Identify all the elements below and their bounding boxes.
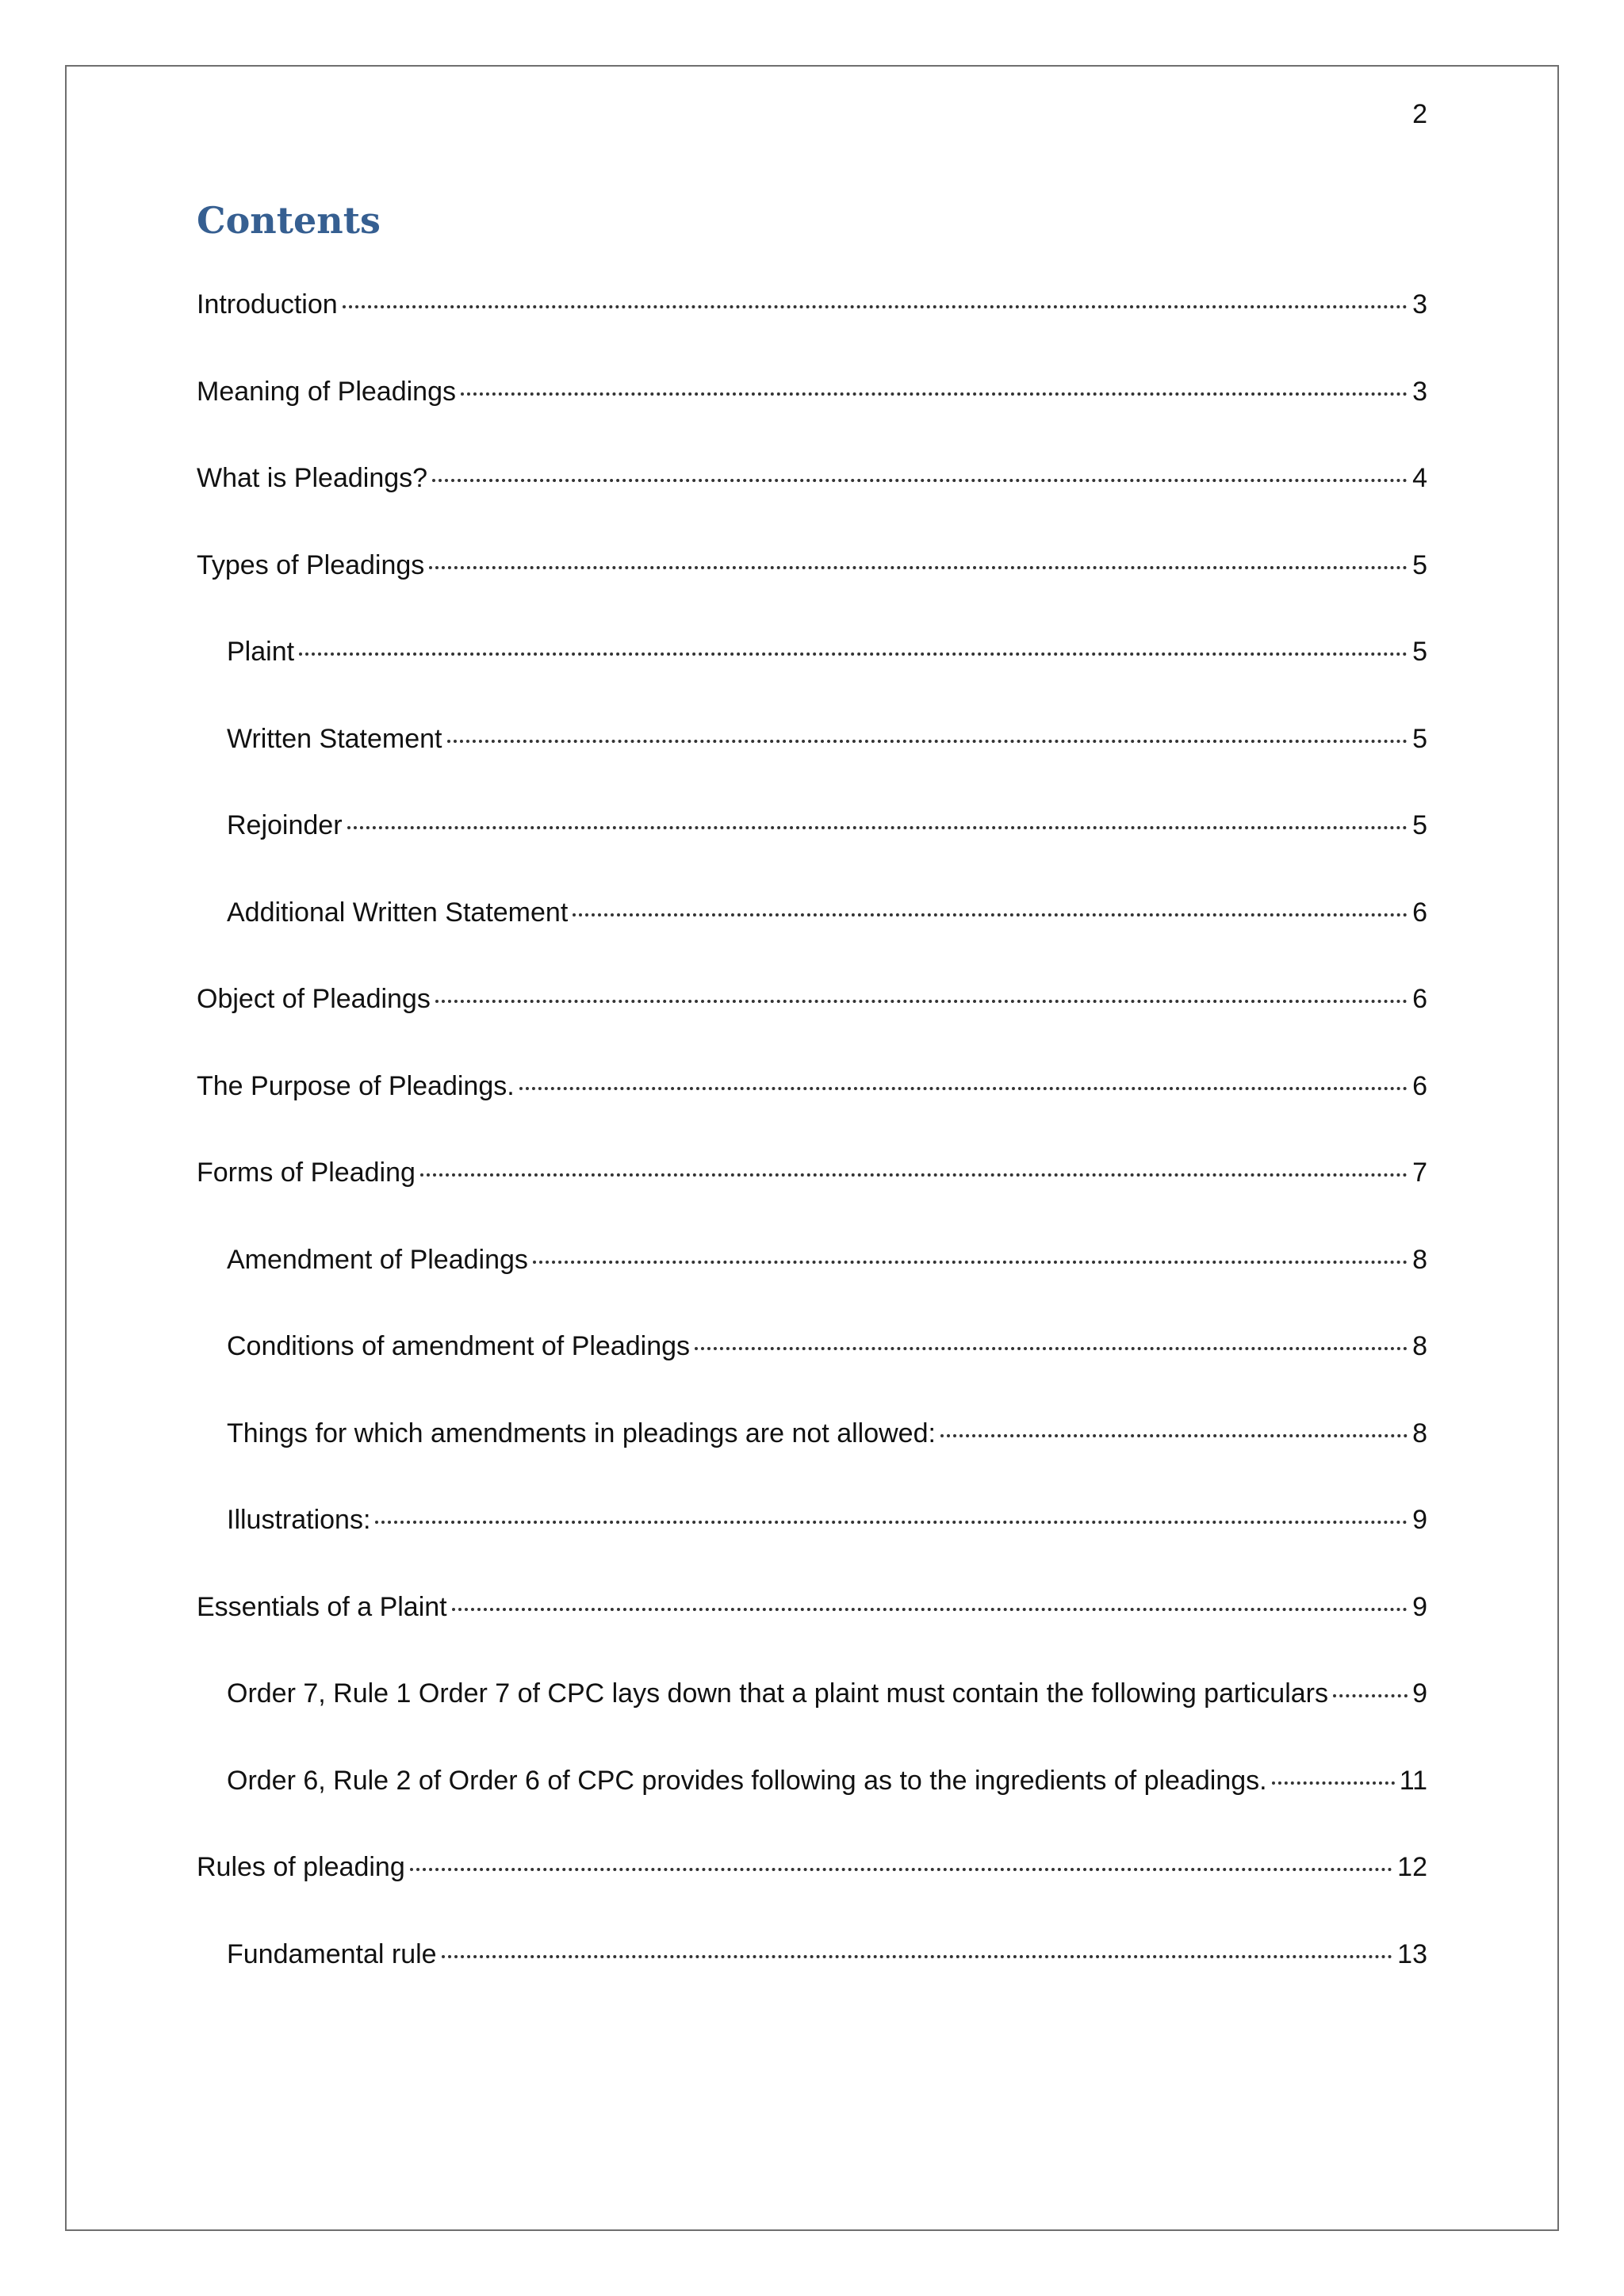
toc-leader-dots bbox=[1272, 1781, 1395, 1785]
toc-entry-rejoinder[interactable] bbox=[197, 805, 1427, 892]
toc-entry-page: 6 bbox=[1412, 984, 1427, 1014]
toc-leader-dots bbox=[447, 740, 1408, 743]
toc-entry-page: 5 bbox=[1412, 810, 1427, 840]
toc-entry-label: Order 7, Rule 1 Order 7 of CPC lays down that a plaint must contain the following particulars bbox=[227, 1678, 1329, 1709]
toc-entry-page: 6 bbox=[1412, 1070, 1427, 1101]
toc-list bbox=[197, 284, 1427, 2020]
toc-entry-page: 9 bbox=[1412, 1591, 1427, 1622]
toc-entry-page: 11 bbox=[1399, 1765, 1427, 1796]
toc-leader-dots bbox=[347, 826, 1408, 829]
toc-entry-rules-of-pleading[interactable] bbox=[197, 1846, 1427, 1934]
toc-leader-dots bbox=[1333, 1694, 1408, 1697]
toc-leader-dots bbox=[573, 913, 1408, 916]
toc-entry-page: 3 bbox=[1412, 289, 1427, 320]
toc-leader-dots bbox=[420, 1173, 1408, 1177]
toc-entry-page: 5 bbox=[1412, 549, 1427, 580]
toc-entry-label: Additional Written Statement bbox=[227, 897, 569, 928]
toc-entry-meaning-of-pleadings[interactable] bbox=[197, 371, 1427, 458]
toc-entry-written-statement[interactable] bbox=[197, 718, 1427, 806]
toc-leader-dots bbox=[343, 305, 1408, 308]
toc-entry-what-is-pleadings[interactable] bbox=[197, 457, 1427, 545]
toc-entry-page: 5 bbox=[1412, 637, 1427, 667]
toc-entry-label: Amendment of Pleadings bbox=[227, 1244, 528, 1275]
toc-entry-page: 5 bbox=[1412, 723, 1427, 754]
toc-entry-fundamental-rule[interactable] bbox=[197, 1934, 1427, 2021]
toc-entry-purpose-of-pleadings[interactable] bbox=[197, 1066, 1427, 1153]
toc-entry-forms-of-pleading[interactable] bbox=[197, 1152, 1427, 1239]
toc-entry-label: Rejoinder bbox=[227, 810, 343, 840]
toc-entry-label: Rules of pleading bbox=[197, 1852, 405, 1882]
toc-entry-introduction[interactable] bbox=[197, 284, 1427, 371]
toc-entry-label: Written Statement bbox=[227, 723, 442, 754]
toc-leader-dots bbox=[940, 1434, 1408, 1437]
toc-entry-page: 8 bbox=[1412, 1331, 1427, 1361]
toc-entry-label: Introduction bbox=[197, 289, 338, 320]
toc-entry-order-7-rule-1[interactable] bbox=[197, 1673, 1427, 1760]
toc-entry-label: Order 6, Rule 2 of Order 6 of CPC provides following as to the ingredients of pleadings. bbox=[227, 1765, 1267, 1796]
toc-entry-object-of-pleadings[interactable] bbox=[197, 978, 1427, 1066]
toc-entry-label: Meaning of Pleadings bbox=[197, 376, 457, 407]
toc-entry-types-of-pleadings[interactable] bbox=[197, 545, 1427, 632]
toc-entry-label: What is Pleadings? bbox=[197, 463, 428, 493]
toc-leader-dots bbox=[375, 1521, 1408, 1524]
toc-entry-page: 8 bbox=[1412, 1244, 1427, 1275]
toc-entry-conditions-of-amendment[interactable] bbox=[197, 1326, 1427, 1413]
toc-entry-label: Plaint bbox=[227, 637, 295, 667]
page-number: 2 bbox=[1412, 99, 1427, 129]
toc-entry-page: 4 bbox=[1412, 463, 1427, 493]
toc-entry-order-6-rule-2[interactable] bbox=[197, 1760, 1427, 1847]
toc-entry-label: Forms of Pleading bbox=[197, 1158, 416, 1188]
toc-entry-page: 12 bbox=[1397, 1852, 1427, 1882]
toc-leader-dots bbox=[442, 1955, 1393, 1958]
toc-leader-dots bbox=[695, 1347, 1408, 1350]
toc-entry-page: 3 bbox=[1412, 376, 1427, 407]
toc-entry-page: 6 bbox=[1412, 897, 1427, 928]
toc-entry-illustrations[interactable] bbox=[197, 1499, 1427, 1586]
toc-entry-label: Illustrations: bbox=[227, 1505, 371, 1535]
toc-entry-label: Types of Pleadings bbox=[197, 549, 425, 580]
toc-entry-label: Things for which amendments in pleadings are not allowed: bbox=[227, 1418, 936, 1448]
toc-leader-dots bbox=[432, 479, 1408, 482]
toc-entry-page: 9 bbox=[1412, 1678, 1427, 1709]
toc-leader-dots bbox=[435, 1000, 1408, 1003]
toc-entry-additional-written-statement[interactable] bbox=[197, 892, 1427, 979]
toc-entry-amendments-not-allowed[interactable] bbox=[197, 1413, 1427, 1500]
toc-entry-page: 7 bbox=[1412, 1158, 1427, 1188]
toc-entry-label: Essentials of a Plaint bbox=[197, 1591, 447, 1622]
toc-leader-dots bbox=[533, 1261, 1408, 1264]
toc-entry-label: The Purpose of Pleadings. bbox=[197, 1070, 515, 1101]
toc-entry-label: Fundamental rule bbox=[227, 1938, 437, 1969]
toc-entry-essentials-of-a-plaint[interactable] bbox=[197, 1586, 1427, 1674]
toc-leader-dots bbox=[410, 1868, 1392, 1871]
toc-entry-page: 9 bbox=[1412, 1505, 1427, 1535]
toc-leader-dots bbox=[452, 1608, 1408, 1611]
toc-entry-page: 8 bbox=[1412, 1418, 1427, 1448]
toc-entry-label: Object of Pleadings bbox=[197, 984, 431, 1014]
toc-leader-dots bbox=[299, 652, 1408, 656]
toc-title: Contents bbox=[197, 199, 381, 242]
toc-entry-label: Conditions of amendment of Pleadings bbox=[227, 1331, 691, 1361]
toc-leader-dots bbox=[519, 1087, 1408, 1090]
toc-entry-amendment-of-pleadings[interactable] bbox=[197, 1239, 1427, 1326]
toc-entry-page: 13 bbox=[1397, 1938, 1427, 1969]
toc-leader-dots bbox=[429, 566, 1408, 569]
toc-entry-plaint[interactable] bbox=[197, 631, 1427, 718]
toc-leader-dots bbox=[461, 392, 1408, 396]
